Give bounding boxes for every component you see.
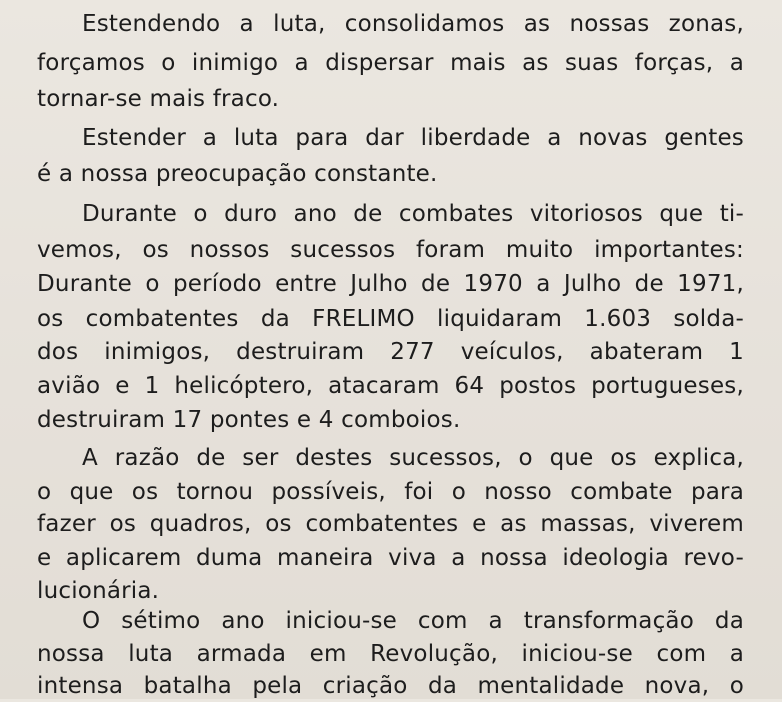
text-line: tornar-se mais fraco. [37,86,280,112]
text-line: nossa luta armada em Revolução, iniciou-se com a [37,641,744,667]
text-line: O sétimo ano iniciou-se com a transformação da [82,608,744,634]
text-line: o que os tornou possíveis, foi o nosso combate para [37,479,744,505]
text-line: os combatentes da FRELIMO liquidaram 1.603 solda- [37,306,744,332]
text-line: Estendendo a luta, consolidamos as nossas zonas, [82,11,744,37]
text-line: dos inimigos, destruiram 277 veículos, abateram 1 [37,339,744,365]
text-line: é a nossa preocupação constante. [37,161,438,187]
text-line: Durante o duro ano de combates vitoriosos que ti- [82,201,744,227]
text-line: Estender a luta para dar liberdade a novas gentes [82,125,744,151]
text-line: vemos, os nossos sucessos foram muito importantes: [37,237,744,263]
text-line: destruiram 17 pontes e 4 comboios. [37,407,461,433]
text-line: fazer os quadros, os combatentes e as massas, viverem [37,511,744,537]
text-line: forçamos o inimigo a dispersar mais as suas forças, a [37,50,744,76]
text-line: Durante o período entre Julho de 1970 a Julho de 1971, [37,271,744,297]
text-line: avião e 1 helicóptero, atacaram 64 postos portugueses, [37,373,744,399]
text-line: A razão de ser destes sucessos, o que os explica, [82,445,744,471]
text-line: intensa batalha pela criação da mentalidade nova, o [37,673,744,699]
text-line: lucionária. [37,578,160,604]
text-line: e aplicarem duma maneira viva a nossa ideologia revo- [37,545,744,571]
